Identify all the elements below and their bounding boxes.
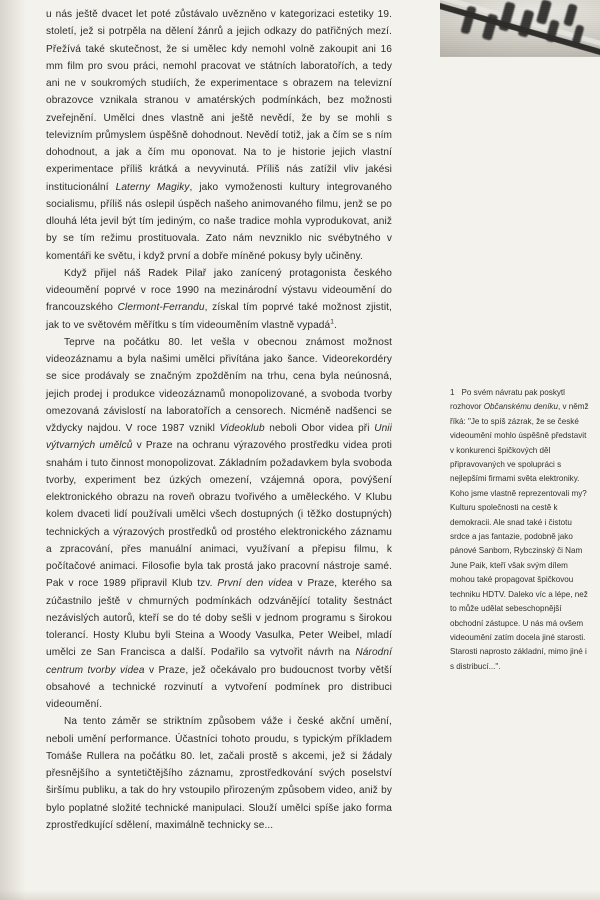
paragraph: u nás ještě dvacet let poté zůstávalo uvězněno v kategorizaci estetiky 19. století, jež si potrpěla na dělení žánrů a jejich odkazy do patřičných mezí. Přežívá také skutečnost, že si umělec kdy nemohl volně zakoupit ani 16 mm film pro svou práci, nemohl pracovat ve státních laboratořích, a tedy ani ne v soukromých studiích, že experimentace s obrazem na televizní obrazovce vznikala stranou v amatérských podmínkách, bez možnosti zveřejnění. Umělci dnes vlastně ani ještě nevědí, že by se mohli s televizním průmyslem úspěšně dohodnout. Nevědí totiž, jak a čím se s ním dohodnout, a jak a čím mu oponovat. Na to je historie jejich vlastní experimentace příliš krátká a nevyvinutá. Příliš nás zatížil vliv jakési institucionální Laterny Magiky, jako vymoženosti kultury integrovaného socialismu, příliš nás oslepil úspěch našeho animovaného filmu, jenž se po dlouhá léta jevil být tím jediným, co naše tradice mohla vyprodukovat, aniž by se tím režimu prostituovala. Zato nám nevzniklo nic svébytného v komentáři ke světu, i když první a dobře míněné pokusy byly učiněny. xyxy=(46,9,392,262)
paragraph: Když přijel náš Radek Pilař jako zanícený protagonista českého videoumění poprvé v roce 1990 na mezinárodní výstavu videoumění do francouzského Clermont-Ferrandu, získal tím poprvé také možnost zjistit, jak to ve světovém měřítku s tím videouměním vlastně vypadá$^1$. xyxy=(46,267,392,331)
footnote-entry: 1 Po svém návratu pak poskytl rozhovor Občanskému deníku, v němž říká: "Je to spíš zázrak, že se české videoumění mohlo úspěšně představit v konkurenci špičkových děl připravovaných ve spolupráci s nejlepšími firmami světa elektroniky. Koho jsme vlastně reprezentovali my? Kulturu společnosti na cestě k demokracii. Ale snad také i čistotu srdce a jas fantazie, podobně jako pánové Sanborn, Rybczinský či Nam June Paik, kteří však svým dílem mohou také propagovat špičkovou techniku HDTV. Daleko víc a lépe, než to může udělat sebeschopnější obchodní zástupce. U nás má ovšem videoumění zatím docela jiné starosti. Starosti naprosto základní, mimo jiné i s distribucí...". xyxy=(450,388,589,671)
paragraph: Na tento záměr se striktním způsobem váže i české akční umění, neboli umění performance. Účastníci tohoto proudu, s typickým příkladem Tomáše Rullera na počátku 80. let, začali prostě s akcemi, jež si žádaly přesnějšího a syntetičtějšího záznamu, zprostředkování svých poselství širšímu publiku, a tak do hry vstoupilo přirozeným způsobem video, aniž by bylo poplatné složité technické manipulaci. Slouží umělci spíše jako forma zprostředkující sdělení, maximálně technicky se... xyxy=(46,716,392,831)
main-text-column xyxy=(46,6,392,834)
seven-segment-display-photo xyxy=(440,0,600,57)
footnote-column xyxy=(450,386,590,674)
page-bottom-shading xyxy=(0,890,600,900)
paragraph: Teprve na počátku 80. let vešla v obecnou známost možnost videozáznamu a byla našimi umělci přivítána jako šance. Videorekordéry se sice prodávaly se značným zpožděním na trhu, cena byla neúnosná, jejich prodej i produkce videozáznamů monopolizované, a svoboda tvorby omezovaná závislostí na laboratořích a censorech. Nicméně nadšenci se vždycky najdou. V roce 1987 vznikl Videoklub neboli Obor videa při Unii výtvarných umělců v Praze na ochranu výrazového prostředku videa proti snahám i tuto činnost monopolizovat. Základním požadavkem byla svoboda tvorby, experiment bez úzkých omezení, vzájemná opora, povýšení elektronického obrazu na roveň obrazu tvořivého a uměleckého. V Klubu kolem dvaceti lidí používali umělci všech dostupných (i těžko dostupných) technických a výrazových prostředků od prostého elektronického záznamu a zpracování, přes manuální animaci, využívaní a přepisu filmu, k počítačové animaci. Filosofie byla tak prostá jako pracovní nástroje samé. Pak v roce 1989 připravil Klub tzv. První den videa v Praze, kterého sa zúčastnilo ještě v chmurných podmínkách odzvánějící totality šestnáct nezávislých autorů, kteří se do té doby sešli v jednom programu s širokou tolerancí. Hosty Klubu byli Steina a Woody Vasulka, Peter Weibel, mladí umělci ze San Francisca a další. Podařilo sa vytvořit návrh na Národní centrum tvorby videa v Praze, jež očekávalo pro budoucnost tvorby větší obsahové a technické rozvinutí a vytvoření podmínek pro distribuci videoumění. xyxy=(46,336,392,710)
page-gutter-shading xyxy=(0,0,26,900)
